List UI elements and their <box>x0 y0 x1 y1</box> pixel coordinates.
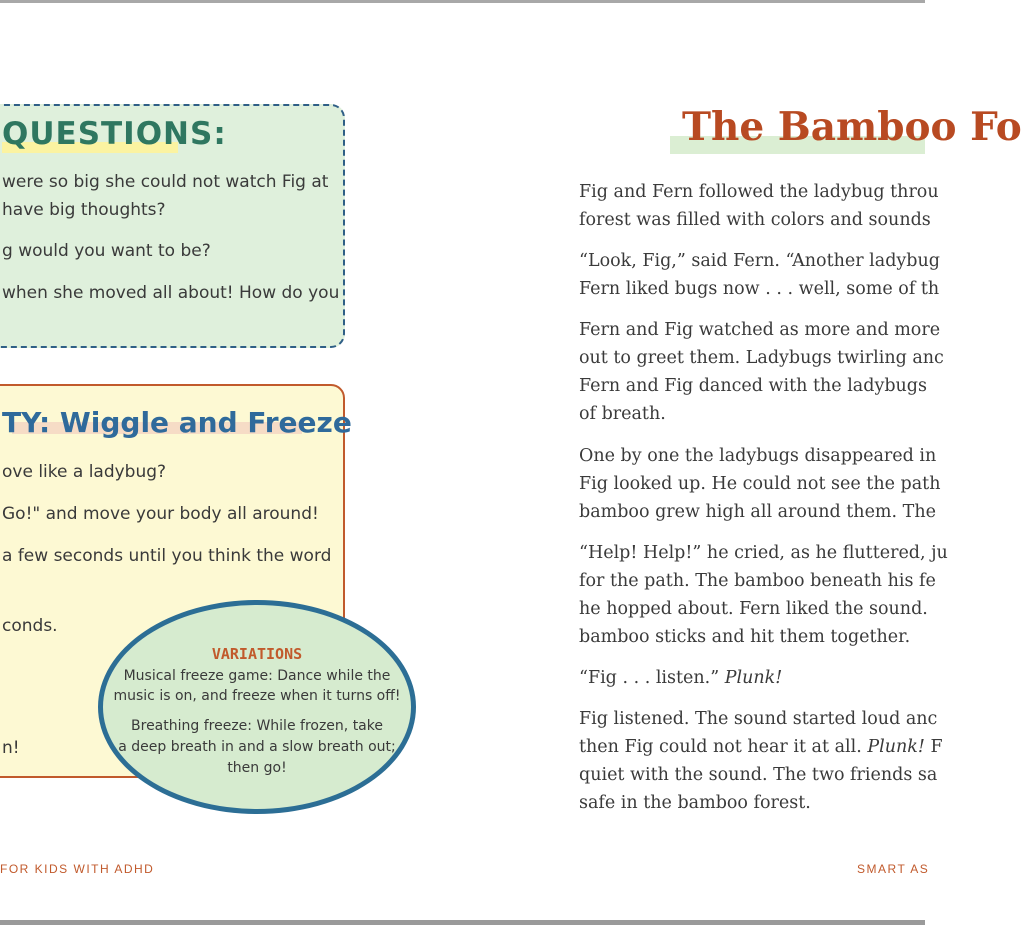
right-page-footer: SMART AS <box>857 862 930 876</box>
variations-oval <box>98 600 416 814</box>
variations-line: music is on, and freeze when it turns off! <box>113 688 401 704</box>
story-line: “Look, Fig,” said Fern. “Another ladybug <box>579 251 940 271</box>
questions-title: QUESTIONS: <box>2 116 227 152</box>
left-page-footer: FOR KIDS WITH ADHD <box>0 862 155 876</box>
story-line: One by one the ladybugs disappeared in <box>579 446 937 466</box>
variations-line: then go! <box>227 760 287 776</box>
story-line: safe in the bamboo forest. <box>579 793 811 813</box>
variations-line: Breathing freeze: While frozen, take <box>131 718 383 734</box>
story-text-tail: F <box>930 737 943 757</box>
page-bottom-border <box>0 920 925 925</box>
story-line-fig-listen <box>579 668 782 688</box>
story-line: quiet with the sound. The two friends sa <box>579 765 938 785</box>
story-line: out to greet them. Ladybugs twirling anc <box>579 348 944 368</box>
story-line: Fig listened. The sound started loud anc <box>579 709 938 729</box>
story-line: Fern and Fig watched as more and more <box>579 320 941 340</box>
activity-line: a few seconds until you think the word <box>2 546 332 566</box>
plunk-sound: Plunk! <box>867 737 925 757</box>
story-line: bamboo grew high all around them. The <box>579 502 936 522</box>
dialogue-text: “Fig . . . listen.” <box>579 668 720 688</box>
story-line: Fern and Fig danced with the ladybugs <box>579 376 927 396</box>
question-line: g would you want to be? <box>2 241 211 261</box>
question-line: have big thoughts? <box>2 200 166 220</box>
variations-line: a deep breath in and a slow breath out; <box>118 739 396 755</box>
story-line: of breath. <box>579 404 666 424</box>
plunk-sound: Plunk! <box>724 668 783 688</box>
question-line: when she moved all about! How do you <box>2 283 340 303</box>
story-line-plunk <box>579 737 943 757</box>
story-line: Fern liked bugs now . . . well, some of th <box>579 279 940 299</box>
story-line: he hopped about. Fern liked the sound. <box>579 599 928 619</box>
story-line: Fig and Fern followed the ladybug throu <box>579 182 939 202</box>
question-line: were so big she could not watch Fig at <box>2 172 329 192</box>
activity-line: ove like a ladybug? <box>2 462 167 482</box>
activity-line: conds. <box>2 616 58 636</box>
story-line: for the path. The bamboo beneath his fe <box>579 571 936 591</box>
activity-line: Go!" and move your body all around! <box>2 504 319 524</box>
story-line: bamboo sticks and hit them together. <box>579 627 911 647</box>
story-line: “Help! Help!” he cried, as he fluttered, ju <box>579 543 948 563</box>
variations-title: VARIATIONS <box>211 645 303 663</box>
story-line: forest was filled with colors and sounds <box>579 210 931 230</box>
activity-line: n! <box>2 738 20 758</box>
activity-title: TY: Wiggle and Freeze <box>2 406 352 439</box>
questions-box <box>0 104 345 348</box>
page-top-border <box>0 0 925 3</box>
story-text: then Fig could not hear it at all. <box>579 737 862 757</box>
story-line: Fig looked up. He could not see the path <box>579 474 941 494</box>
variations-line: Musical freeze game: Dance while the <box>123 668 391 684</box>
story-title: The Bamboo Fo <box>682 104 1022 150</box>
